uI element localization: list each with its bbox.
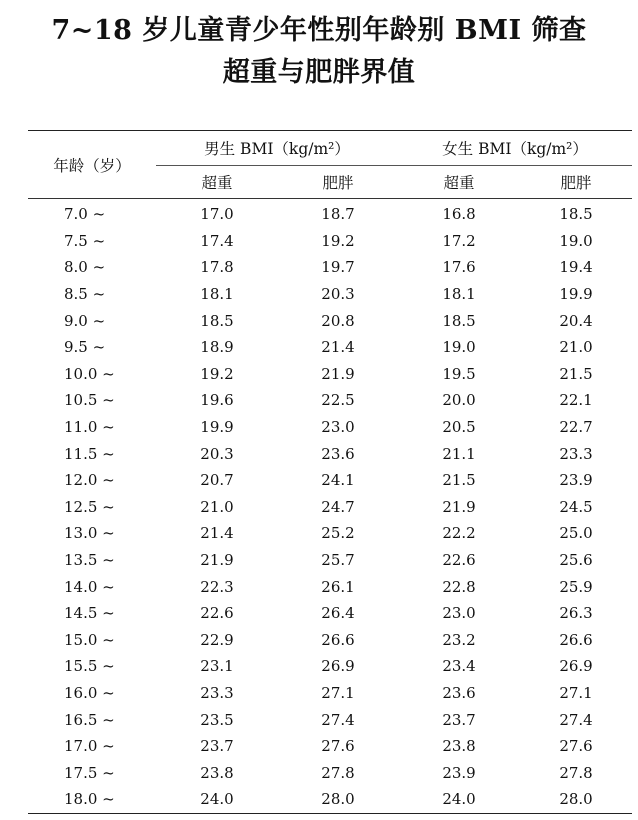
female-obese-cell: 22.7 (559, 418, 593, 437)
female-obese-cell: 19.9 (559, 285, 593, 304)
male-overweight-cell: 19.2 (200, 364, 234, 383)
female-overweight-cell: 22.8 (442, 577, 476, 596)
table-row (28, 600, 632, 627)
age-cell: 15.0 ~ (64, 630, 115, 649)
male-obese-cell: 24.7 (321, 497, 355, 516)
male-obese-cell: 25.2 (321, 524, 355, 543)
male-overweight-cell: 18.9 (200, 338, 234, 357)
male-bmi-header: 男生 BMI（kg/m²） (156, 131, 398, 166)
age-cell: 14.0 ~ (64, 577, 115, 596)
male-obese-cell: 23.6 (321, 444, 355, 463)
table-row (28, 573, 632, 600)
female-overweight-cell: 23.6 (442, 683, 476, 702)
female-overweight-cell: 20.5 (442, 418, 476, 437)
male-obese-cell: 27.6 (321, 737, 355, 756)
female-overweight-cell: 23.4 (442, 657, 476, 676)
male-overweight-cell: 20.3 (200, 444, 234, 463)
male-overweight-cell: 24.0 (200, 790, 234, 809)
male-obese-cell: 27.1 (321, 683, 355, 702)
female-obese-cell: 25.6 (559, 551, 593, 570)
male-overweight-cell: 23.8 (200, 763, 234, 782)
female-obese-cell: 23.3 (559, 444, 593, 463)
table-row (28, 334, 632, 361)
table-row (28, 281, 632, 308)
female-overweight-cell: 23.2 (442, 630, 476, 649)
male-obese-cell: 26.4 (321, 604, 355, 623)
female-overweight-cell: 23.7 (442, 710, 476, 729)
age-cell: 11.0 ~ (64, 418, 115, 437)
female-obese-cell: 26.9 (559, 657, 593, 676)
female-obese-cell: 25.0 (559, 524, 593, 543)
male-obese-cell: 20.3 (321, 285, 355, 304)
male-overweight-cell: 21.0 (200, 497, 234, 516)
male-overweight-cell: 23.5 (200, 710, 234, 729)
female-obese-cell: 21.5 (559, 364, 593, 383)
female-obese-cell: 24.5 (559, 497, 593, 516)
male-obese-cell: 18.7 (321, 205, 355, 224)
table-row (28, 494, 632, 521)
male-obese-cell: 19.2 (321, 231, 355, 250)
page-title-line-1: 7~18 岁儿童青少年性别年龄别 BMI 筛查 (51, 15, 587, 46)
table-row (28, 520, 632, 547)
age-cell: 9.0 ~ (64, 311, 106, 330)
age-cell: 11.5 ~ (64, 444, 115, 463)
table-row (28, 228, 632, 255)
female-obese-cell: 19.0 (559, 231, 593, 250)
female-obese-cell: 21.0 (559, 338, 593, 357)
male-overweight-cell: 23.1 (200, 657, 234, 676)
age-cell: 15.5 ~ (64, 657, 115, 676)
female-overweight-cell: 23.0 (442, 604, 476, 623)
female-overweight-cell: 20.0 (442, 391, 476, 410)
table-row (28, 627, 632, 654)
bmi-cutoff-table (28, 130, 632, 814)
male-overweight-header: 超重 (156, 166, 278, 199)
age-cell: 12.0 ~ (64, 471, 115, 490)
female-obese-cell: 27.4 (559, 710, 593, 729)
male-overweight-cell: 17.8 (200, 258, 234, 277)
female-overweight-cell: 18.1 (442, 285, 476, 304)
female-obese-cell: 22.1 (559, 391, 593, 410)
female-obese-cell: 19.4 (559, 258, 593, 277)
male-overweight-cell: 23.7 (200, 737, 234, 756)
male-obese-cell: 25.7 (321, 551, 355, 570)
table-row (28, 759, 632, 786)
table-row (28, 547, 632, 574)
age-cell: 16.0 ~ (64, 683, 115, 702)
female-overweight-cell: 21.1 (442, 444, 476, 463)
female-obese-cell: 26.3 (559, 604, 593, 623)
age-cell: 13.0 ~ (64, 524, 115, 543)
table-row (28, 680, 632, 707)
male-obese-cell: 27.8 (321, 763, 355, 782)
table-row (28, 467, 632, 494)
age-cell: 12.5 ~ (64, 497, 115, 516)
male-overweight-cell: 17.0 (200, 205, 234, 224)
male-obese-cell: 24.1 (321, 471, 355, 490)
male-obese-cell: 27.4 (321, 710, 355, 729)
table-row (28, 440, 632, 467)
female-obese-cell: 28.0 (559, 790, 593, 809)
age-cell: 8.5 ~ (64, 285, 106, 304)
male-obese-cell: 26.9 (321, 657, 355, 676)
male-obese-cell: 26.6 (321, 630, 355, 649)
male-obese-cell: 22.5 (321, 391, 355, 410)
female-obese-cell: 20.4 (559, 311, 593, 330)
female-overweight-cell: 21.5 (442, 471, 476, 490)
male-overweight-cell: 22.6 (200, 604, 234, 623)
female-overweight-cell: 17.6 (442, 258, 476, 277)
table-row (28, 361, 632, 388)
age-cell: 17.5 ~ (64, 763, 115, 782)
male-overweight-cell: 21.4 (200, 524, 234, 543)
male-overweight-cell: 18.1 (200, 285, 234, 304)
age-cell: 9.5 ~ (64, 338, 106, 357)
age-cell: 16.5 ~ (64, 710, 115, 729)
female-obese-cell: 27.6 (559, 737, 593, 756)
male-obese-cell: 20.8 (321, 311, 355, 330)
female-obese-cell: 27.8 (559, 763, 593, 782)
table-row (28, 653, 632, 680)
table-row (28, 199, 632, 228)
male-overweight-cell: 19.9 (200, 418, 234, 437)
male-obese-cell: 23.0 (321, 418, 355, 437)
table-row (28, 733, 632, 760)
male-overweight-cell: 18.5 (200, 311, 234, 330)
table-row (28, 414, 632, 441)
male-overweight-cell: 22.3 (200, 577, 234, 596)
male-overweight-cell: 23.3 (200, 683, 234, 702)
female-obese-header: 肥胖 (520, 166, 632, 199)
age-cell: 17.0 ~ (64, 737, 115, 756)
female-obese-cell: 18.5 (559, 205, 593, 224)
age-column-header: 年龄（岁） (28, 131, 156, 199)
table-row (28, 786, 632, 813)
table-row (28, 254, 632, 281)
page-title-line-2: 超重与肥胖界值 (222, 57, 416, 88)
age-cell: 7.5 ~ (64, 231, 106, 250)
age-cell: 7.0 ~ (64, 205, 106, 224)
female-overweight-cell: 17.2 (442, 231, 476, 250)
male-overweight-cell: 19.6 (200, 391, 234, 410)
female-overweight-cell: 22.6 (442, 551, 476, 570)
table-body (28, 199, 632, 814)
female-bmi-header: 女生 BMI（kg/m²） (398, 131, 632, 166)
male-overweight-cell: 20.7 (200, 471, 234, 490)
table-row (28, 387, 632, 414)
female-overweight-cell: 19.5 (442, 364, 476, 383)
male-obese-cell: 28.0 (321, 790, 355, 809)
table-row (28, 706, 632, 733)
male-overweight-cell: 17.4 (200, 231, 234, 250)
male-overweight-cell: 22.9 (200, 630, 234, 649)
female-overweight-cell: 18.5 (442, 311, 476, 330)
male-obese-cell: 19.7 (321, 258, 355, 277)
female-obese-cell: 23.9 (559, 471, 593, 490)
female-obese-cell: 27.1 (559, 683, 593, 702)
female-overweight-cell: 24.0 (442, 790, 476, 809)
female-obese-cell: 25.9 (559, 577, 593, 596)
female-overweight-cell: 23.8 (442, 737, 476, 756)
female-overweight-cell: 16.8 (442, 205, 476, 224)
female-overweight-cell: 19.0 (442, 338, 476, 357)
female-overweight-cell: 23.9 (442, 763, 476, 782)
male-obese-cell: 21.9 (321, 364, 355, 383)
age-cell: 18.0 ~ (64, 790, 115, 809)
female-obese-cell: 26.6 (559, 630, 593, 649)
male-obese-cell: 26.1 (321, 577, 355, 596)
female-overweight-cell: 21.9 (442, 497, 476, 516)
male-overweight-cell: 21.9 (200, 551, 234, 570)
age-cell: 13.5 ~ (64, 551, 115, 570)
age-cell: 14.5 ~ (64, 604, 115, 623)
female-overweight-header: 超重 (398, 166, 520, 199)
female-overweight-cell: 22.2 (442, 524, 476, 543)
male-obese-header: 肥胖 (278, 166, 398, 199)
age-cell: 8.0 ~ (64, 258, 106, 277)
age-cell: 10.0 ~ (64, 364, 115, 383)
male-obese-cell: 21.4 (321, 338, 355, 357)
table-row (28, 307, 632, 334)
age-cell: 10.5 ~ (64, 391, 115, 410)
